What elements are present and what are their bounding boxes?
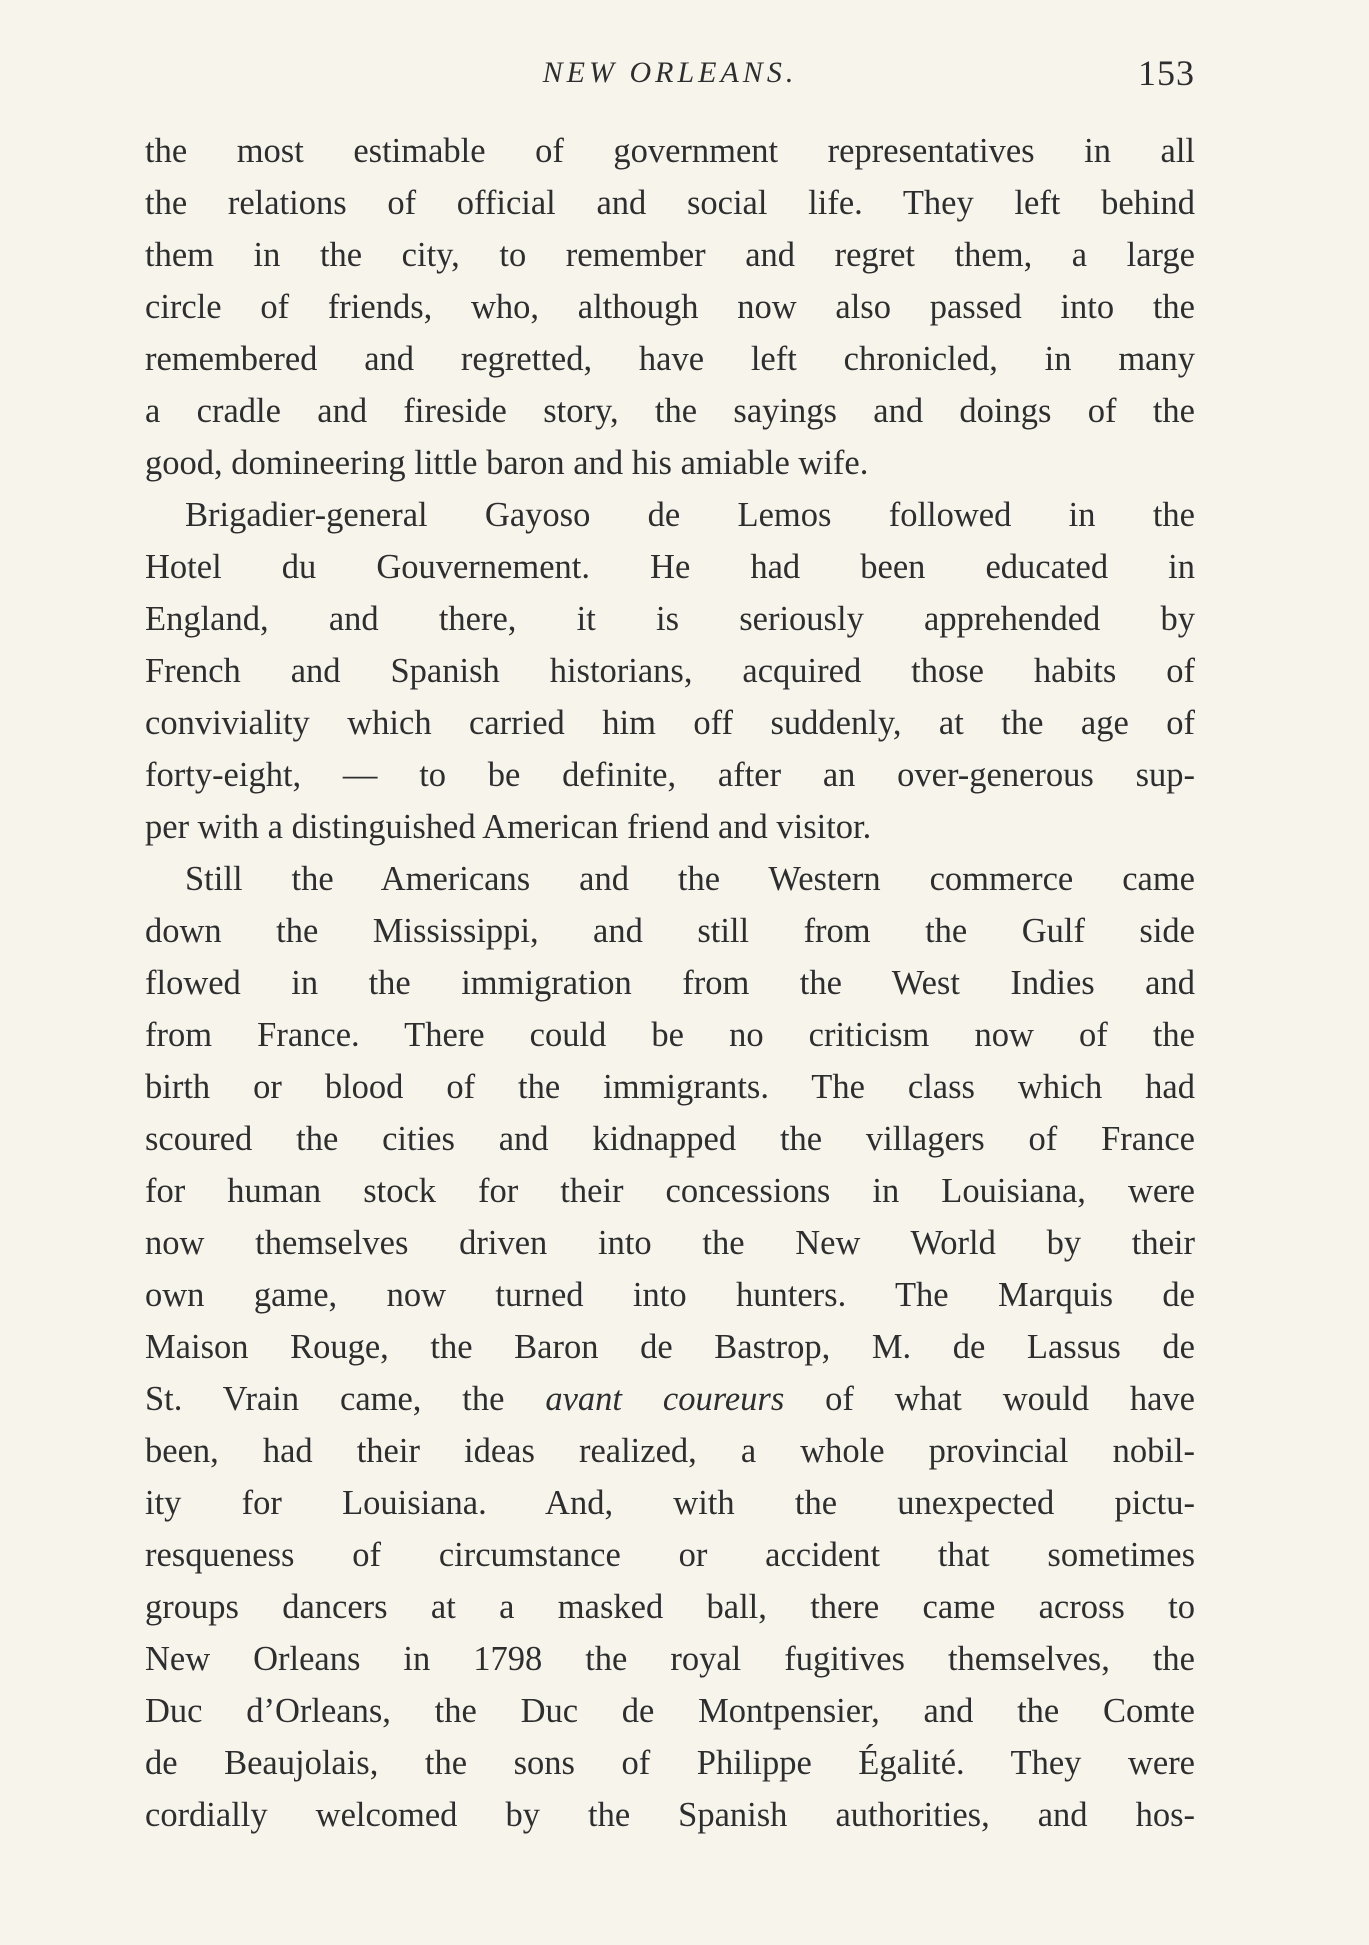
text-line: per with a distinguished American friend and visitor. — [145, 808, 872, 846]
text-line: a cradle and fireside story, the sayings and doings of the — [145, 392, 1195, 430]
text-segment: of what would have — [784, 1380, 1195, 1418]
text-segment: St. Vrain came, the — [145, 1380, 546, 1418]
text-line: the most estimable of government representatives in all — [145, 132, 1195, 170]
text-line: the relations of official and social life. They left behind — [145, 184, 1195, 222]
text-line: resqueness of circumstance or accident that sometimes — [145, 1536, 1195, 1574]
text-line: de Beaujolais, the sons of Philippe Égalité. They were — [145, 1744, 1195, 1782]
text-line: good, domineering little baron and his amiable wife. — [145, 444, 869, 482]
text-line: New Orleans in 1798 the royal fugitives themselves, the — [145, 1640, 1195, 1678]
text-line: Brigadier-general Gayoso de Lemos followed in the — [185, 496, 1195, 534]
text-line: down the Mississippi, and still from the Gulf side — [145, 912, 1195, 950]
text-line: French and Spanish historians, acquired those habits of — [145, 652, 1195, 690]
text-line: Duc d’Orleans, the Duc de Montpensier, and the Comte — [145, 1692, 1195, 1730]
text-line: now themselves driven into the New World by their — [145, 1224, 1195, 1262]
text-line: Hotel du Gouvernement. He had been educated in — [145, 548, 1195, 586]
text-line: conviviality which carried him off suddenly, at the age of — [145, 704, 1195, 742]
text-line: cordially welcomed by the Spanish authorities, and hos- — [145, 1796, 1195, 1834]
text-line: own game, now turned into hunters. The Marquis de — [145, 1276, 1195, 1314]
text-line: remembered and regretted, have left chronicled, in many — [145, 340, 1195, 378]
text-line: Maison Rouge, the Baron de Bastrop, M. de Lassus de — [145, 1328, 1195, 1366]
text-line: for human stock for their concessions in Louisiana, were — [145, 1172, 1195, 1210]
text-line: from France. There could be no criticism now of the — [145, 1016, 1195, 1054]
body-text — [145, 125, 1195, 1841]
text-line: groups dancers at a masked ball, there came across to — [145, 1588, 1195, 1626]
paragraph-1 — [145, 125, 1195, 489]
text-line: circle of friends, who, although now also passed into the — [145, 288, 1195, 326]
text-line: been, had their ideas realized, a whole provincial nobil- — [145, 1432, 1195, 1470]
page-number: 153 — [1138, 53, 1195, 93]
italic-phrase: avant coureurs — [545, 1380, 785, 1418]
text-line: forty-eight, — to be definite, after an over-generous sup- — [145, 756, 1195, 794]
paragraph-3 — [145, 853, 1195, 1841]
paragraph-2 — [145, 489, 1195, 853]
text-line: ity for Louisiana. And, with the unexpected pictu- — [145, 1484, 1195, 1522]
text-line: birth or blood of the immigrants. The class which had — [145, 1068, 1195, 1106]
text-line: scoured the cities and kidnapped the villagers of France — [145, 1120, 1195, 1158]
running-title: NEW ORLEANS. — [542, 56, 798, 89]
text-line: Still the Americans and the Western commerce came — [185, 860, 1195, 898]
text-line-mixed — [145, 1373, 1195, 1425]
running-head — [145, 52, 1195, 96]
text-line: flowed in the immigration from the West Indies and — [145, 964, 1195, 1002]
text-line: England, and there, it is seriously apprehended by — [145, 600, 1195, 638]
text-line: them in the city, to remember and regret them, a large — [145, 236, 1195, 274]
